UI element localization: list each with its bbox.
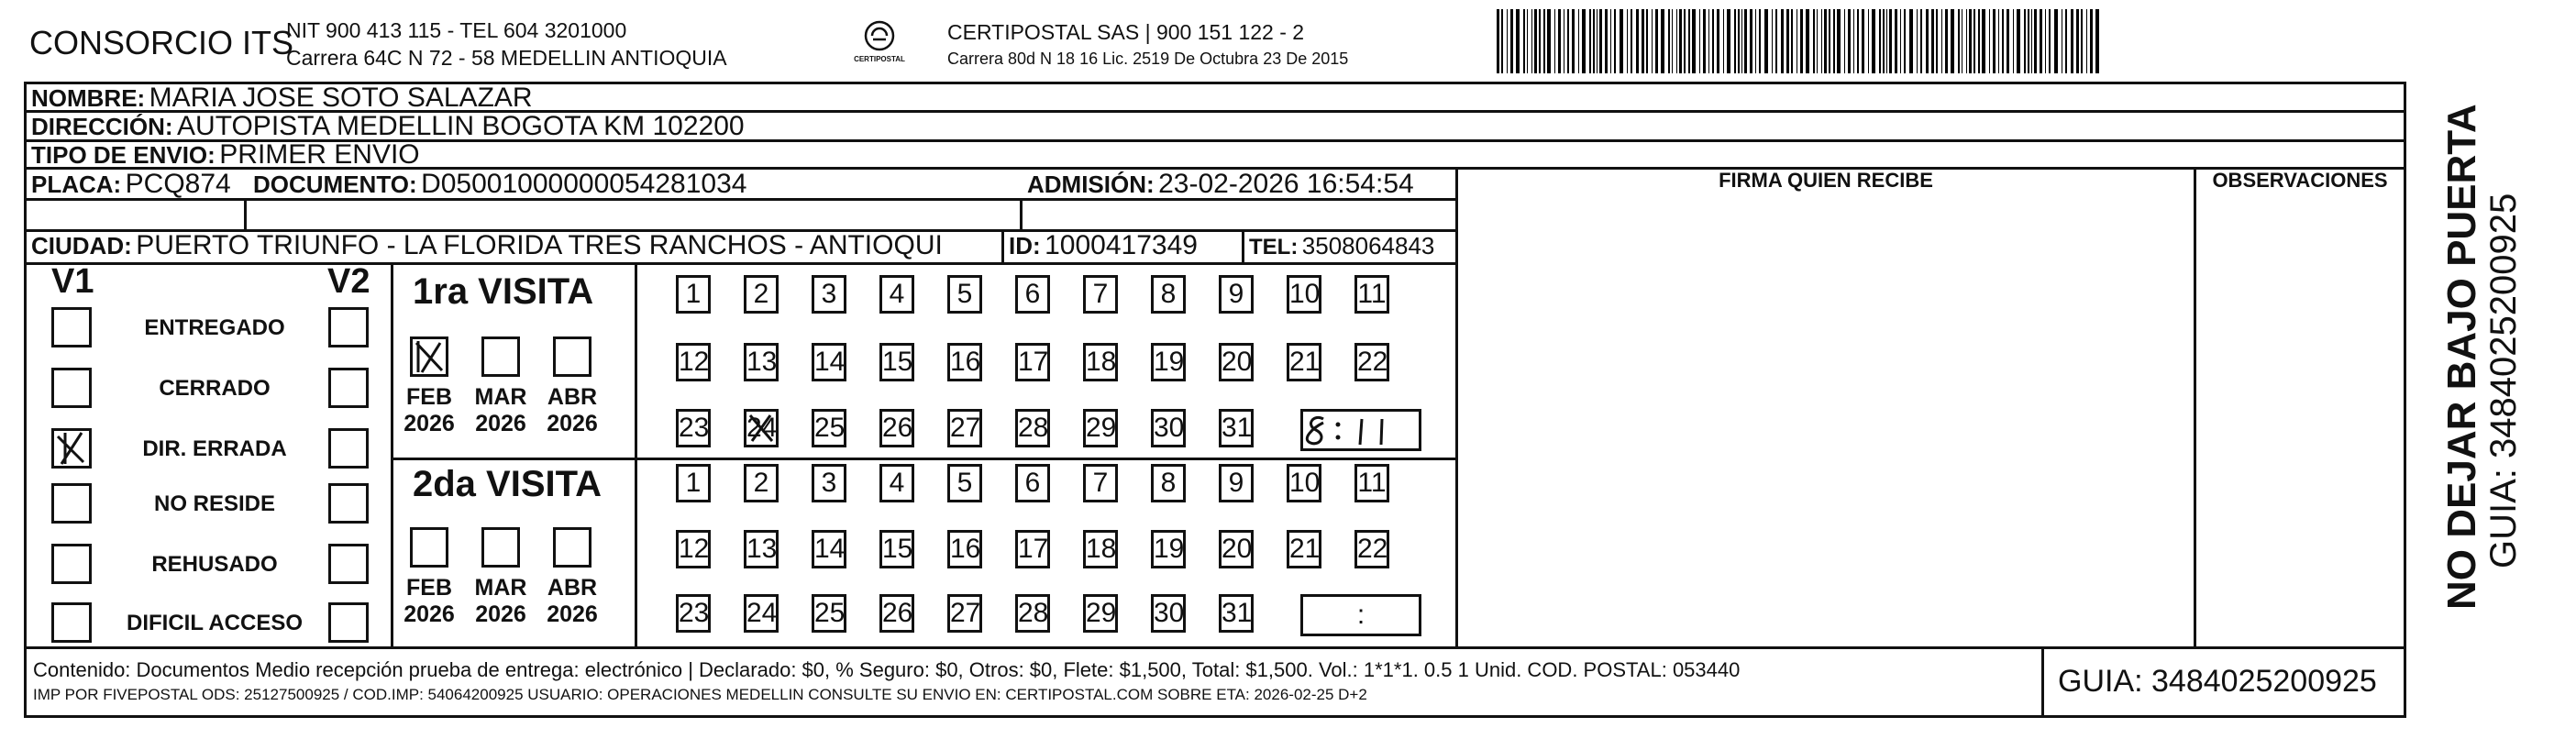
status-label: NO RESIDE [153, 491, 276, 516]
signature-area[interactable] [1458, 198, 2194, 646]
day-cell[interactable] [676, 343, 711, 381]
day-cell[interactable] [1015, 464, 1050, 502]
v1-checkbox[interactable] [51, 483, 92, 524]
day-number: 25 [814, 413, 846, 443]
day-number: 13 [746, 347, 778, 377]
day-cell[interactable] [1015, 530, 1050, 568]
check-mark-icon [54, 431, 89, 466]
month-year: 2026 [404, 601, 455, 627]
day-number: 2 [753, 468, 769, 498]
v2-checkbox[interactable] [328, 602, 369, 643]
day-cell[interactable] [1151, 409, 1186, 447]
visit1-time-value [1319, 409, 1321, 410]
visit1-title: 1ra VISITA [413, 271, 594, 312]
day-cell[interactable] [1151, 530, 1186, 568]
day-number: 9 [1228, 279, 1244, 309]
day-number: 30 [1154, 598, 1185, 628]
day-number: 28 [1018, 413, 1049, 443]
day-cell[interactable] [1287, 343, 1321, 381]
id-label: ID: [1009, 232, 1041, 259]
courier-license: Carrera 80d N 18 16 Lic. 2519 De Octubra 23 De 2015 [947, 50, 1349, 68]
day-cell[interactable] [1151, 464, 1186, 502]
recipient-address: AUTOPISTA MEDELLIN BOGOTA KM 102200 [177, 111, 745, 141]
visit2-time-box[interactable] [1300, 594, 1421, 636]
day-cell[interactable] [744, 275, 779, 314]
day-cell[interactable] [947, 275, 982, 314]
day-cell[interactable] [676, 409, 711, 447]
v2-checkbox[interactable] [328, 544, 369, 584]
day-cell[interactable] [1083, 409, 1118, 447]
status-label: ENTREGADO [144, 315, 285, 340]
day-cell[interactable] [1015, 343, 1050, 381]
day-number: 4 [889, 468, 905, 498]
tel-label: TEL: [1249, 235, 1299, 259]
day-cell[interactable] [1151, 275, 1186, 314]
tel-row [1249, 232, 1434, 260]
day-cell[interactable] [1015, 275, 1050, 314]
day-cell[interactable] [947, 464, 982, 502]
month-year: 2026 [547, 411, 598, 436]
day-cell[interactable] [676, 464, 711, 502]
month-checkbox[interactable] [553, 527, 591, 568]
day-cell[interactable] [1219, 275, 1254, 314]
day-cell[interactable] [676, 594, 711, 633]
footer-contents: Contenido: Documentos Medio recepción prueba de entrega: electrónico | Declarado: $0, % Seguro: $0, Otros: $0, Flete: $1,500, Total: $1,500. Vol.: 1*1*1. 0.5 1 Unid. COD. POSTAL: 053440 [33, 658, 1741, 681]
month-label: MAR [474, 575, 527, 601]
no-dejar-warning: NO DEJAR BAJO PUERTA [2439, 104, 2484, 610]
document-value: D05001000000054281034 [421, 169, 747, 199]
day-number: 5 [956, 468, 973, 498]
day-number: 9 [1228, 468, 1244, 498]
day-number: 6 [1024, 468, 1041, 498]
day-number: 19 [1154, 534, 1185, 564]
day-cell[interactable] [812, 409, 846, 447]
day-cell[interactable] [744, 530, 779, 568]
day-number: 31 [1222, 598, 1253, 628]
day-number: 11 [1357, 279, 1387, 309]
day-number: 7 [1092, 468, 1109, 498]
day-cell[interactable] [1219, 594, 1254, 633]
day-cell[interactable] [947, 594, 982, 633]
day-number: 1 [685, 279, 702, 309]
month-year: 2026 [547, 601, 598, 627]
day-cell[interactable] [1083, 275, 1118, 314]
day-number: 30 [1154, 413, 1185, 443]
month-label: FEB [406, 575, 452, 601]
month-year: 2026 [404, 411, 455, 436]
day-cell[interactable] [812, 275, 846, 314]
tel-value: 3508064843 [1301, 232, 1435, 259]
day-cell[interactable] [676, 275, 711, 314]
company-name: CONSORCIO ITS [29, 24, 294, 61]
v1-label: V1 [51, 262, 94, 301]
day-number: 8 [1160, 468, 1177, 498]
day-cell[interactable] [1151, 343, 1186, 381]
day-cell[interactable] [812, 464, 846, 502]
day-cell[interactable] [1219, 409, 1254, 447]
day-number: 13 [746, 534, 778, 564]
day-number: 14 [814, 347, 846, 377]
day-number: 17 [1018, 534, 1049, 564]
day-number: 20 [1222, 534, 1253, 564]
document-row [253, 169, 746, 200]
status-label: CERRADO [159, 376, 271, 401]
courier-name: CERTIPOSTAL SAS | 900 151 122 - 2 [947, 20, 1305, 44]
month-checkbox[interactable] [481, 336, 520, 377]
observations-header: OBSERVACIONES [2212, 169, 2388, 192]
day-cell[interactable] [1083, 343, 1118, 381]
day-number: 15 [882, 534, 913, 564]
v1-checkbox[interactable] [51, 544, 92, 584]
day-number: 27 [950, 598, 981, 628]
day-cell[interactable] [1219, 530, 1254, 568]
day-cell[interactable] [744, 464, 779, 502]
day-number: 8 [1160, 279, 1177, 309]
month-label: ABR [547, 384, 598, 410]
day-cell[interactable] [1015, 594, 1050, 633]
day-cell[interactable] [947, 530, 982, 568]
day-cell[interactable] [744, 343, 779, 381]
company-nit: NIT 900 413 115 - TEL 604 3201000 [286, 18, 627, 42]
status-label: DIFICIL ACCESO [126, 611, 303, 635]
day-number: 25 [814, 598, 846, 628]
day-number: 11 [1357, 468, 1387, 498]
month-label: ABR [547, 575, 598, 601]
day-cell[interactable] [879, 275, 914, 314]
day-cell[interactable] [1083, 530, 1118, 568]
name-label: NOMBRE: [31, 84, 146, 112]
day-number: 29 [1086, 598, 1117, 628]
city-label: CIUDAD: [31, 232, 132, 259]
footer-printing: IMP POR FIVEPOSTAL ODS: 25127500925 / COD.IMP: 54064200925 USUARIO: OPERACIONES MEDELLIN CONSULTE SU ENVIO EN: CERTIPOSTAL.COM SOBRE ETA: 2026-02-25 D+2 [33, 686, 1367, 703]
plate-row [31, 169, 231, 200]
month-label: FEB [406, 384, 452, 410]
day-number: 18 [1086, 347, 1117, 377]
day-number: 5 [956, 279, 973, 309]
month-label: MAR [474, 384, 527, 410]
visit1-time-box[interactable] [1300, 409, 1421, 451]
barcode-icon [1497, 9, 2221, 73]
day-cell[interactable] [1015, 409, 1050, 447]
day-number: 3 [821, 279, 837, 309]
plate-label: PLACA: [31, 171, 122, 198]
day-cell[interactable] [1287, 464, 1321, 502]
day-number: 2 [753, 279, 769, 309]
recipient-name-row [31, 83, 533, 114]
day-number: 7 [1092, 279, 1109, 309]
check-mark-icon [413, 339, 446, 374]
recipient-name: MARIA JOSE SOTO SALAZAR [149, 83, 533, 113]
day-number: 29 [1086, 413, 1117, 443]
month-checkbox[interactable] [410, 527, 448, 568]
send-type: PRIMER ENVIO [219, 139, 420, 170]
day-number: 24 [746, 598, 778, 628]
day-number: 3 [821, 468, 837, 498]
day-cell[interactable] [812, 343, 846, 381]
day-number: 22 [1357, 534, 1388, 564]
day-cell[interactable] [1151, 594, 1186, 633]
send-type-row [31, 139, 420, 171]
time-separator: : [1356, 600, 1365, 630]
id-row [1009, 230, 1198, 261]
handwritten-time [1303, 412, 1419, 448]
day-cell[interactable] [812, 594, 846, 633]
day-number: 6 [1024, 279, 1041, 309]
month-checkbox[interactable] [410, 336, 448, 377]
check-mark-icon [746, 412, 776, 445]
day-number: 21 [1289, 347, 1321, 377]
day-cell[interactable] [1287, 275, 1321, 314]
send-type-label: TIPO DE ENVIO: [31, 141, 216, 169]
day-cell[interactable] [1219, 343, 1254, 381]
day-cell[interactable] [879, 594, 914, 633]
day-number: 22 [1357, 347, 1388, 377]
month-checkbox[interactable] [481, 527, 520, 568]
day-number: 4 [889, 279, 905, 309]
day-number: 15 [882, 347, 913, 377]
certipostal-logo [842, 18, 917, 66]
v2-checkbox[interactable] [328, 307, 369, 347]
admission-value: 23-02-2026 16:54:54 [1158, 169, 1414, 199]
v1-checkbox[interactable] [51, 368, 92, 408]
day-number: 18 [1086, 534, 1117, 564]
day-number: 16 [950, 347, 981, 377]
side-guia: GUIA: 3484025200925 [2483, 193, 2524, 568]
status-label: REHUSADO [151, 552, 278, 577]
day-cell[interactable] [879, 530, 914, 568]
day-number: 12 [679, 347, 710, 377]
status-label: DIR. ERRADA [142, 436, 287, 461]
day-cell[interactable] [1354, 275, 1389, 314]
side-warning-block [2417, 104, 2555, 623]
footer-guia: GUIA: 3484025200925 [2058, 664, 2377, 699]
day-number: 23 [679, 413, 710, 443]
day-number: 14 [814, 534, 846, 564]
city-value: PUERTO TRIUNFO - LA FLORIDA TRES RANCHOS - ANTIOQUI [136, 230, 943, 260]
id-value: 1000417349 [1045, 230, 1198, 260]
day-cell[interactable] [947, 409, 982, 447]
admission-row [1027, 169, 1414, 200]
day-number: 10 [1289, 279, 1321, 309]
v1-checkbox[interactable] [51, 307, 92, 347]
day-cell[interactable] [879, 464, 914, 502]
month-year: 2026 [475, 601, 526, 627]
day-cell[interactable] [1354, 530, 1389, 568]
v2-checkbox[interactable] [328, 368, 369, 408]
v2-checkbox[interactable] [328, 483, 369, 524]
day-cell[interactable] [812, 530, 846, 568]
v2-label: V2 [327, 262, 370, 301]
day-number: 28 [1018, 598, 1049, 628]
document-label: DOCUMENTO: [253, 171, 417, 198]
day-number: 23 [679, 598, 710, 628]
day-number: 12 [679, 534, 710, 564]
day-cell[interactable] [744, 409, 779, 447]
admission-label: ADMISIÓN: [1027, 171, 1155, 198]
day-number: 19 [1154, 347, 1185, 377]
day-cell[interactable] [676, 530, 711, 568]
plate-value: PCQ874 [125, 169, 231, 199]
day-cell[interactable] [879, 409, 914, 447]
day-cell[interactable] [1219, 464, 1254, 502]
day-cell[interactable] [947, 343, 982, 381]
v2-checkbox[interactable] [328, 428, 369, 469]
v1-checkbox[interactable] [51, 428, 92, 469]
day-cell[interactable] [1083, 594, 1118, 633]
day-cell[interactable] [1083, 464, 1118, 502]
address-label: DIRECCIÓN: [31, 113, 173, 140]
day-cell[interactable] [1354, 343, 1389, 381]
day-number: 24 [746, 413, 778, 443]
svg-text:CERTIPOSTAL: CERTIPOSTAL [854, 55, 905, 63]
day-number: 26 [882, 598, 913, 628]
day-number: 26 [882, 413, 913, 443]
day-cell[interactable] [879, 343, 914, 381]
day-number: 21 [1289, 534, 1321, 564]
day-number: 27 [950, 413, 981, 443]
month-checkbox[interactable] [553, 336, 591, 377]
day-number: 10 [1289, 468, 1321, 498]
day-number: 1 [685, 468, 702, 498]
day-cell[interactable] [744, 594, 779, 633]
observations-area[interactable] [2196, 198, 2404, 646]
city-row [31, 230, 943, 261]
company-address: Carrera 64C N 72 - 58 MEDELLIN ANTIOQUIA [286, 46, 727, 70]
day-number: 20 [1222, 347, 1253, 377]
day-cell[interactable] [1287, 530, 1321, 568]
signature-header: FIRMA QUIEN RECIBE [1719, 169, 1933, 192]
month-year: 2026 [475, 411, 526, 436]
visit2-title: 2da VISITA [413, 464, 602, 504]
day-cell[interactable] [1354, 464, 1389, 502]
day-number: 17 [1018, 347, 1049, 377]
day-number: 16 [950, 534, 981, 564]
day-number: 31 [1222, 413, 1253, 443]
recipient-address-row [31, 111, 745, 142]
v1-checkbox[interactable] [51, 602, 92, 643]
